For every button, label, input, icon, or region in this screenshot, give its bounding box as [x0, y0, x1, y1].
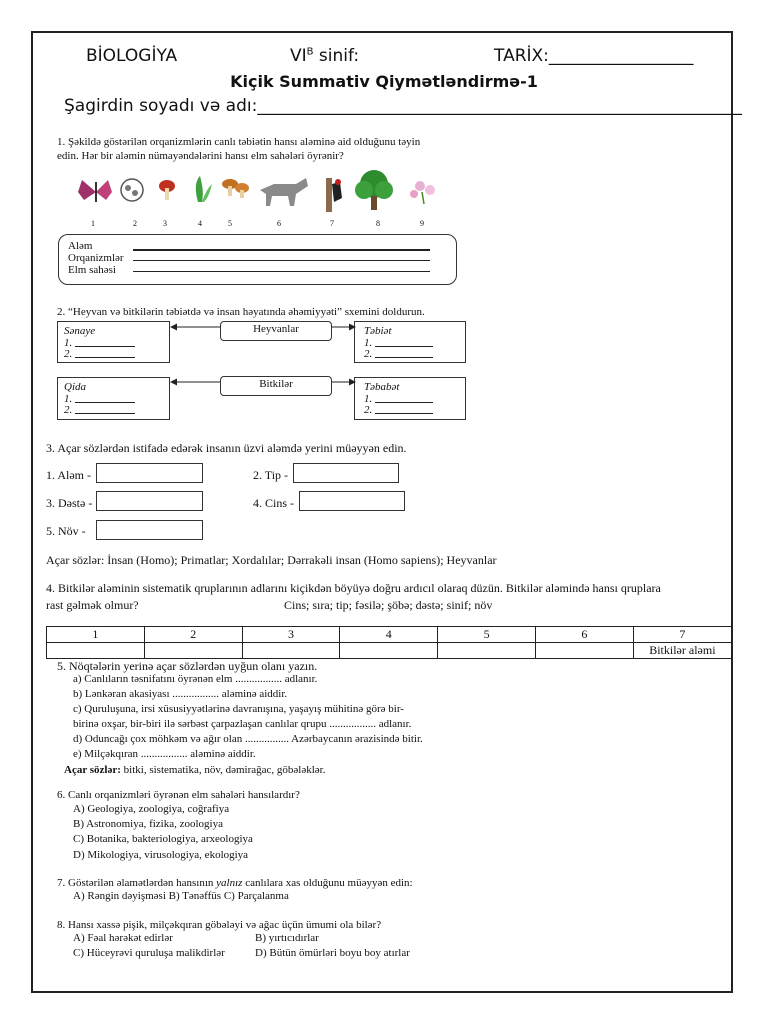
grade: $VI^B$ sinif:	[290, 46, 360, 66]
table-header-cell: 6	[535, 627, 633, 643]
bacteria-icon	[121, 179, 143, 201]
q5-keywords: Açar sözlər: bitki, sistematika, növ, dəmirağac, göbələklər.	[64, 764, 326, 776]
table-cell[interactable]	[242, 643, 340, 659]
q7-title: 7. Göstərilən əlamətlərdən hansının yalnız canlılara xas olduğunu müəyyən edin:	[57, 877, 413, 889]
woodpecker-icon	[326, 178, 342, 212]
q4-text-2: rast gəlmək olmur?	[46, 598, 139, 612]
item-1: 1.	[364, 393, 373, 405]
table-cell[interactable]	[340, 643, 438, 659]
q8-option-d[interactable]: D) Bütün ömürləri boyu boy atırlar	[255, 947, 410, 959]
label-animals: Heyvanlar	[253, 323, 299, 335]
table-row	[47, 643, 732, 659]
table-cell[interactable]	[47, 643, 145, 659]
answer-line[interactable]	[375, 346, 433, 347]
table-header-cell: 1	[47, 627, 145, 643]
row-label-kingdom: Aləm	[68, 240, 93, 252]
mushroom-icon	[159, 180, 175, 200]
q8-option-c[interactable]: C) Hüceyrəvi quruluşa malikdirlər	[73, 947, 225, 959]
q4-text-1: 4. Bitkilər aləminin sistematik qruplarının adlarını kiçikdən böyüyə doğru ardıcıl olaraq düzün. Bitkilər aləmində hansı qruplara	[46, 581, 661, 595]
q3-label-order: 3. Dəstə -	[46, 496, 93, 510]
item-2: 2.	[364, 348, 373, 360]
answer-line[interactable]	[75, 413, 135, 414]
org-number: 8	[376, 219, 380, 228]
q5-e: e) Milçəkqıran ................. aləminə aiddir.	[73, 748, 256, 760]
row-label-science: Elm sahəsi	[68, 264, 116, 276]
answer-line-science[interactable]	[133, 271, 430, 272]
q3-label-phylum: 2. Tip -	[253, 468, 289, 482]
tree-icon	[355, 170, 393, 210]
q6-option-a[interactable]: A) Geologiya, zoologiya, coğrafiya	[73, 803, 230, 815]
q5-d: d) Oduncağı çox möhkəm və ağır olan ................ Azərbaycanın ərazisində bitir.	[73, 733, 423, 745]
q8-title: 8. Hansı xassə pişik, milçəkqıran göbələyi və ağac üçün ümumi ola bilər?	[57, 919, 382, 931]
row-label-organisms: Orqanizmlər	[68, 252, 124, 264]
table-cell[interactable]	[144, 643, 242, 659]
page-title: Kiçik Summativ Qiymətləndirmə-1	[230, 72, 538, 91]
q6-title: 6. Canlı orqanizmləri öyrənən elm sahələri hansılardır?	[57, 789, 300, 801]
q8-option-b[interactable]: B) yırtıcıdırlar	[255, 932, 319, 944]
table-cell-last: Bitkilər aləmi	[633, 643, 731, 659]
q6-option-c[interactable]: C) Botanika, bakteriologiya, arxeologiya	[73, 833, 253, 845]
table-header-cell: 5	[438, 627, 536, 643]
answer-line[interactable]	[375, 357, 433, 358]
table-row	[47, 627, 732, 643]
wolf-icon	[260, 178, 308, 206]
answer-line[interactable]	[375, 413, 433, 414]
label-medicine: Təbabət	[364, 381, 400, 393]
table-cell[interactable]	[535, 643, 633, 659]
flower-icon	[410, 181, 435, 204]
q3-input-kingdom[interactable]	[96, 463, 203, 483]
q4-groups: Cins; sıra; tip; fəsilə; şöbə; dəstə; sinif; növ	[284, 598, 493, 612]
item-1: 1.	[364, 337, 373, 349]
answer-line[interactable]	[75, 402, 135, 403]
butterfly-icon	[78, 180, 112, 202]
table-header-cell: 2	[144, 627, 242, 643]
q3-input-phylum[interactable]	[293, 463, 399, 483]
q1-text-1: 1. Şəkildə göstərilən orqanizmlərin canlı təbiətin hansı aləminə aid olduğunu təyin	[57, 136, 421, 148]
answer-line[interactable]	[75, 346, 135, 347]
student-name-field[interactable]: Şagirdin soyadı və adı:_________________________________________________________	[64, 96, 742, 116]
q5-b: b) Lənkəran akasiyası ................. aləminə aiddir.	[73, 688, 288, 700]
q7-options[interactable]: A) Rəngin dəyişməsi B) Tənəffüs C) Parçalanma	[73, 890, 289, 902]
plant-icon	[196, 176, 212, 202]
q3-input-species[interactable]	[96, 520, 203, 540]
org-number: 3	[163, 219, 167, 228]
table-header-cell: 7	[633, 627, 731, 643]
q5-c-1: c) Quruluşuna, irsi xüsusiyyətlərinə davranışına, yaşayış mühitinə görə bir-	[73, 703, 404, 715]
org-number: 1	[91, 219, 95, 228]
item-2: 2.	[364, 404, 373, 416]
item-1: 1.	[64, 337, 73, 349]
label-food: Qida	[64, 381, 86, 393]
org-number: 7	[330, 219, 334, 228]
q3-input-genus[interactable]	[299, 491, 405, 511]
table-header-cell: 4	[340, 627, 438, 643]
mushrooms-icon	[222, 179, 249, 198]
org-number: 2	[133, 219, 137, 228]
q5-title: 5. Nöqtələrin yerinə açar sözlərdən uyğun olanı yazın.	[57, 659, 318, 673]
org-number: 5	[228, 219, 232, 228]
answer-line[interactable]	[375, 402, 433, 403]
org-number: 4	[198, 219, 202, 228]
table-cell[interactable]	[438, 643, 536, 659]
scheme-arrows	[168, 322, 358, 392]
q8-option-a[interactable]: A) Fəal hərəkət edirlər	[73, 932, 173, 944]
label-industry: Sənaye	[64, 325, 96, 337]
q3-label-kingdom: 1. Aləm -	[46, 468, 91, 482]
q3-label-species: 5. Növ -	[46, 524, 86, 538]
q4-sequence-table	[46, 626, 732, 659]
answer-line-organisms[interactable]	[133, 260, 430, 261]
q1-text-2: edin. Hər bir aləmin nümayəndələrini hansı elm sahələri öyrənir?	[57, 150, 344, 162]
org-number: 9	[420, 219, 424, 228]
q3-label-genus: 4. Cins -	[253, 496, 295, 510]
q3-input-order[interactable]	[96, 491, 203, 511]
answer-line[interactable]	[75, 357, 135, 358]
org-number: 6	[277, 219, 281, 228]
item-1: 1.	[64, 393, 73, 405]
q5-a: a) Canlıların təsnifatını öyrənən elm ................. adlanır.	[73, 673, 318, 685]
organism-images	[70, 168, 450, 216]
q6-option-d[interactable]: D) Mikologiya, virusologiya, ekologiya	[73, 849, 249, 861]
q2-text: 2. “Heyvan və bitkilərin təbiətdə və insan həyatında əhəmiyyəti” sxemini doldurun.	[57, 306, 425, 318]
date-field[interactable]: TARİX:_________________	[494, 46, 694, 66]
item-2: 2.	[64, 348, 73, 360]
table-header-cell: 3	[242, 627, 340, 643]
label-plants: Bitkilər	[259, 378, 293, 390]
answer-line-kingdom[interactable]	[133, 249, 430, 251]
q3-keywords: Açar sözlər: İnsan (Homo); Primatlar; Xordalılar; Dərrakəli insan (Homo sapiens); Heyvanlar	[46, 553, 497, 567]
q3-text: 3. Açar sözlərdən istifadə edərək insanın üzvi aləmdə yerini müəyyən edin.	[46, 441, 407, 455]
label-nature: Təbiət	[364, 325, 392, 337]
item-2: 2.	[64, 404, 73, 416]
subject: BİOLOGİYA	[86, 46, 178, 66]
q6-option-b[interactable]: B) Astronomiya, fizika, zoologiya	[73, 818, 223, 830]
q5-c-2: birinə oxşar, bir-biri ilə sərbəst çarpazlaşan canlılar qrupu ................. adlanır.	[73, 718, 412, 730]
